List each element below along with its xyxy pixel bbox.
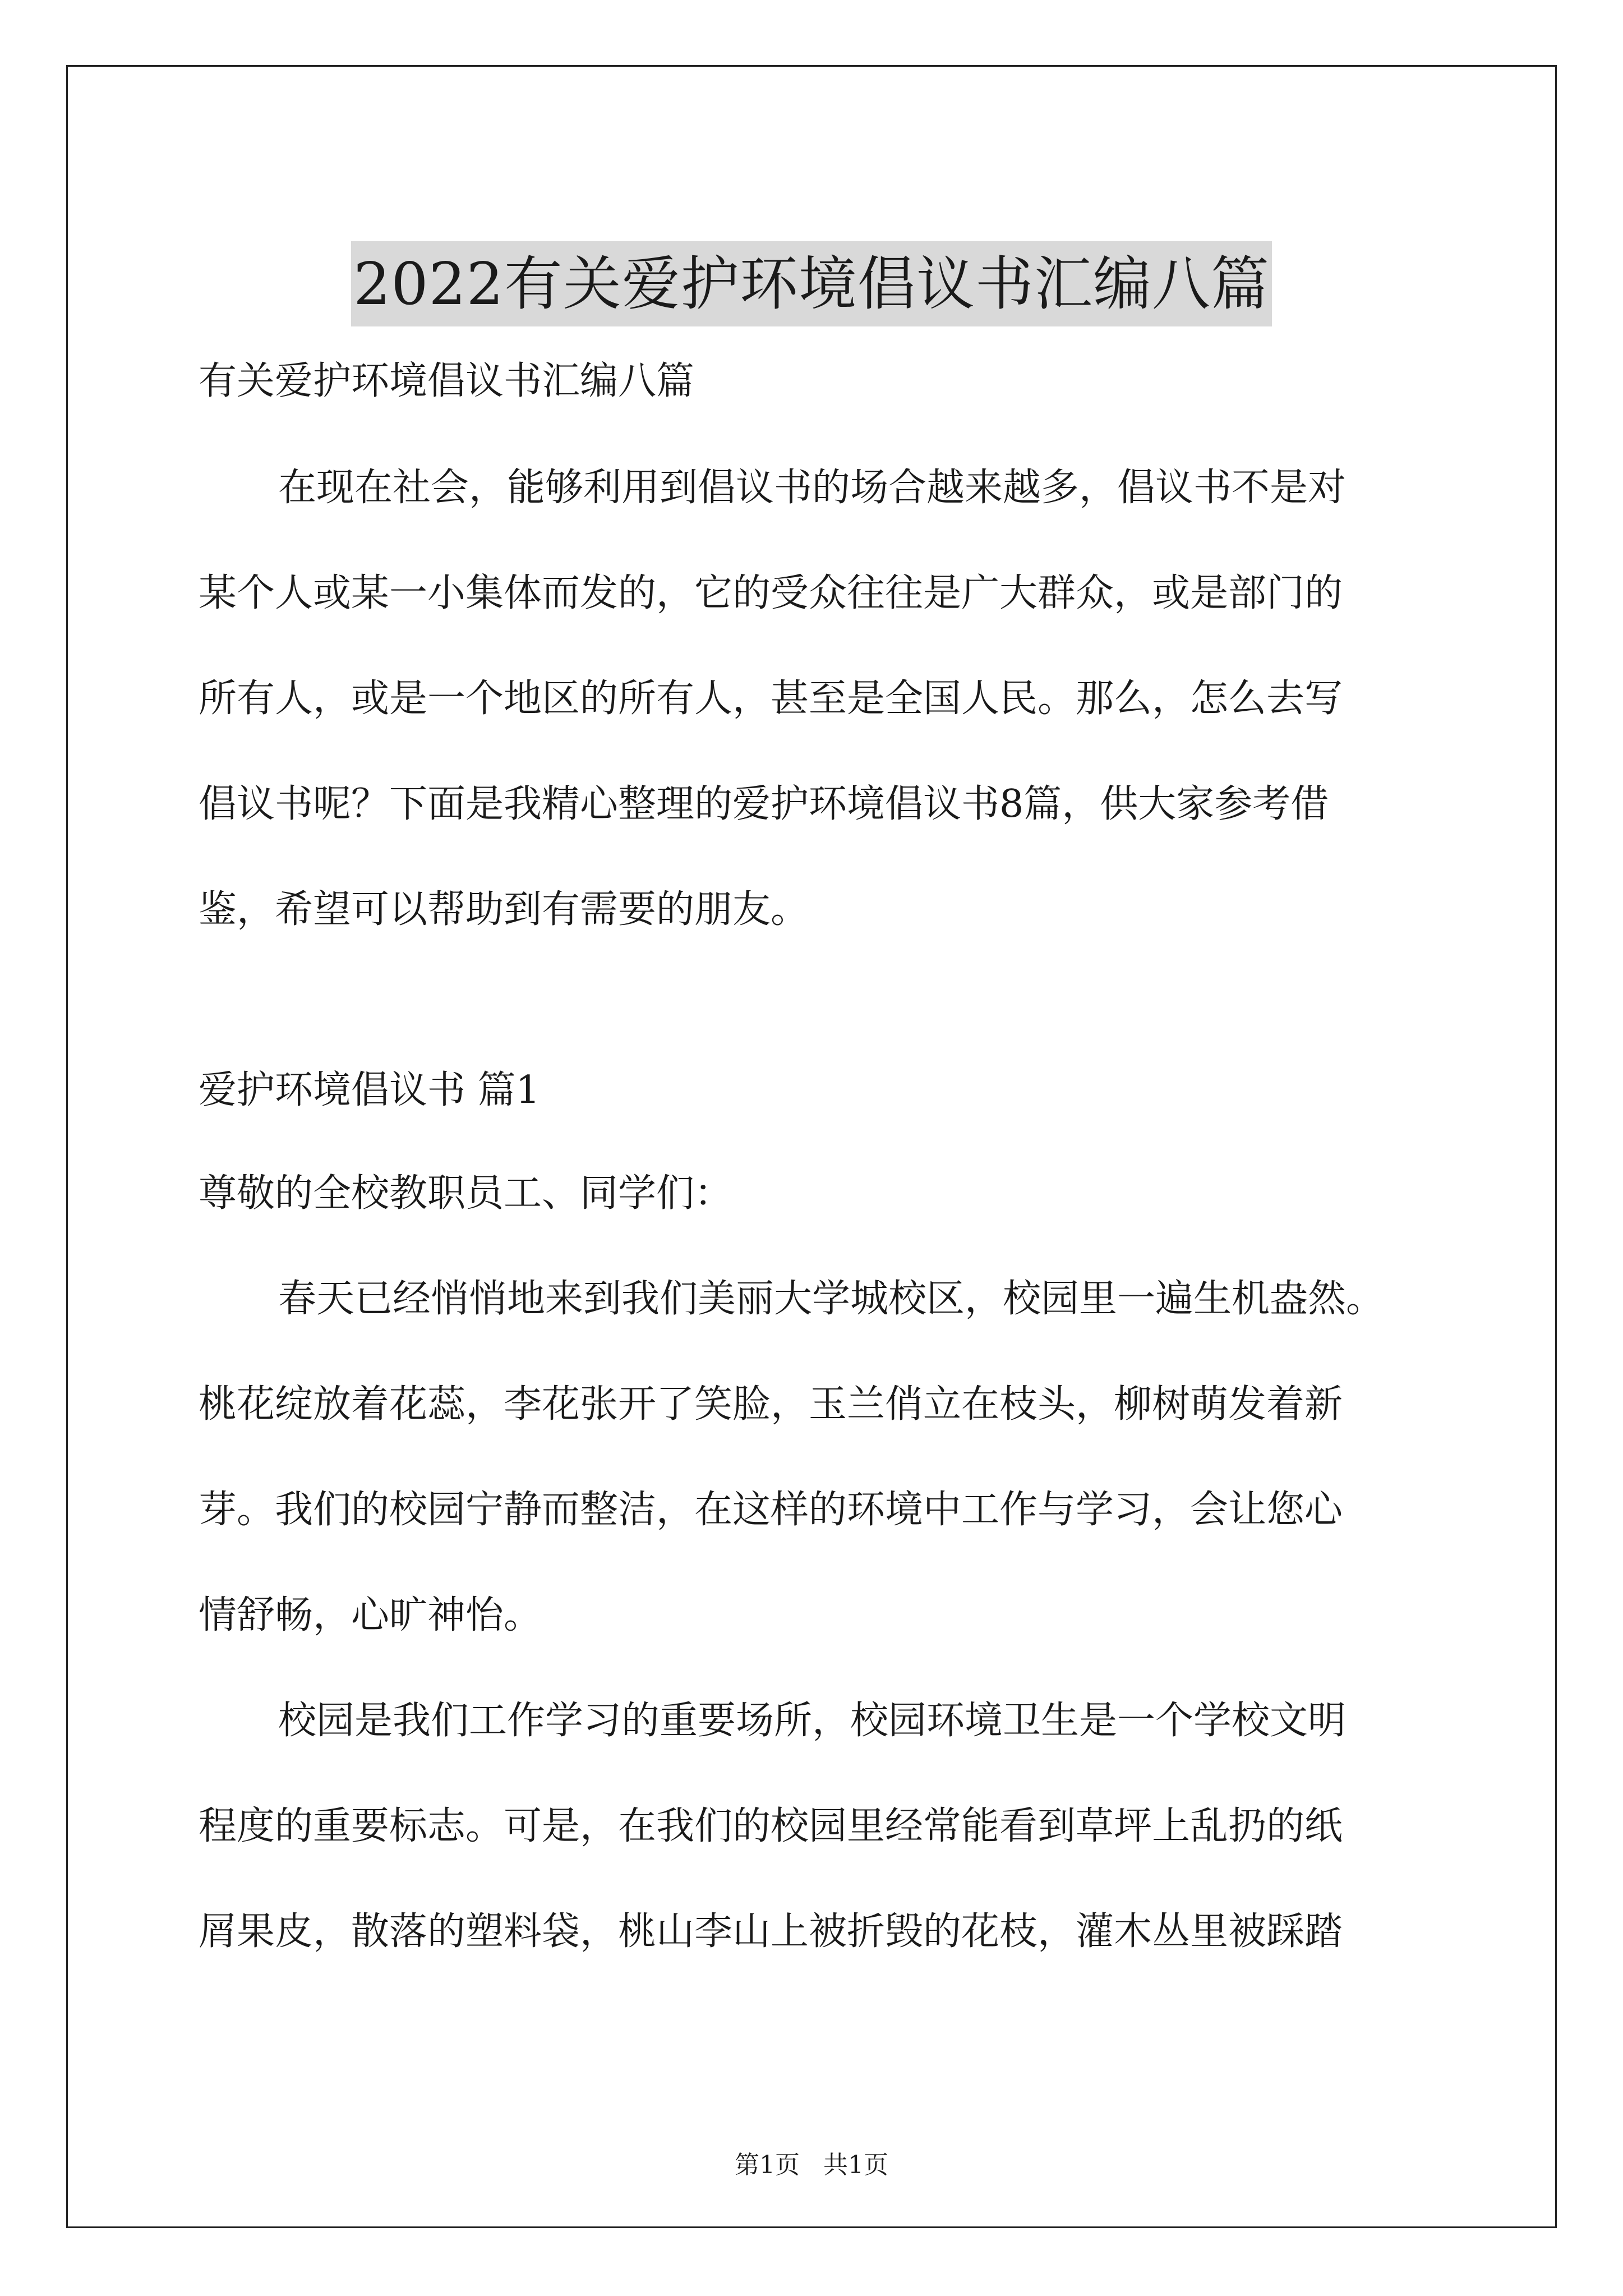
paragraph-line: 桃花绽放着花蕊，李花张开了笑脸，玉兰俏立在枝头，柳树萌发着新 xyxy=(199,1382,1343,1427)
salutation: 尊敬的全校教职员工、同学们： xyxy=(199,1171,733,1216)
page-footer xyxy=(0,2148,1623,2182)
paragraph-line: 情舒畅，心旷神怡。 xyxy=(199,1593,542,1637)
intro-line: 某个人或某一小集体而发的，它的受众往往是广大群众，或是部门的 xyxy=(199,571,1343,615)
intro-line: 在现在社会，能够利用到倡议书的场合越来越多，倡议书不是对 xyxy=(278,466,1347,510)
document-subtitle: 有关爱护环境倡议书汇编八篇 xyxy=(199,359,695,403)
intro-line: 倡议书呢？下面是我精心整理的爱护环境倡议书8篇，供大家参考借 xyxy=(199,782,1329,826)
section-heading: 爱护环境倡议书 篇1 xyxy=(199,1068,540,1112)
document-title: 2022有关爱护环境倡议书汇编八篇 xyxy=(351,241,1272,326)
page-number-current: 第1页 xyxy=(735,2151,800,2179)
paragraph-line: 屑果皮，散落的塑料袋，桃山李山上被折毁的花枝，灌木丛里被踩踏 xyxy=(199,1910,1343,1954)
paragraph-line: 校园是我们工作学习的重要场所，校园环境卫生是一个学校文明 xyxy=(278,1699,1347,1743)
page-number-total: 共1页 xyxy=(823,2151,888,2179)
paragraph-line: 程度的重要标志。可是，在我们的校园里经常能看到草坪上乱扔的纸 xyxy=(199,1804,1343,1848)
paragraph-line: 芽。我们的校园宁静而整洁，在这样的环境中工作与学习，会让您心 xyxy=(199,1488,1343,1532)
paragraph-line: 春天已经悄悄地来到我们美丽大学城校区，校园里一遍生机盎然。 xyxy=(278,1277,1385,1321)
title-container xyxy=(0,202,1623,365)
intro-line: 鉴，希望可以帮助到有需要的朋友。 xyxy=(199,887,809,932)
intro-line: 所有人，或是一个地区的所有人，甚至是全国人民。那么，怎么去写 xyxy=(199,677,1343,721)
